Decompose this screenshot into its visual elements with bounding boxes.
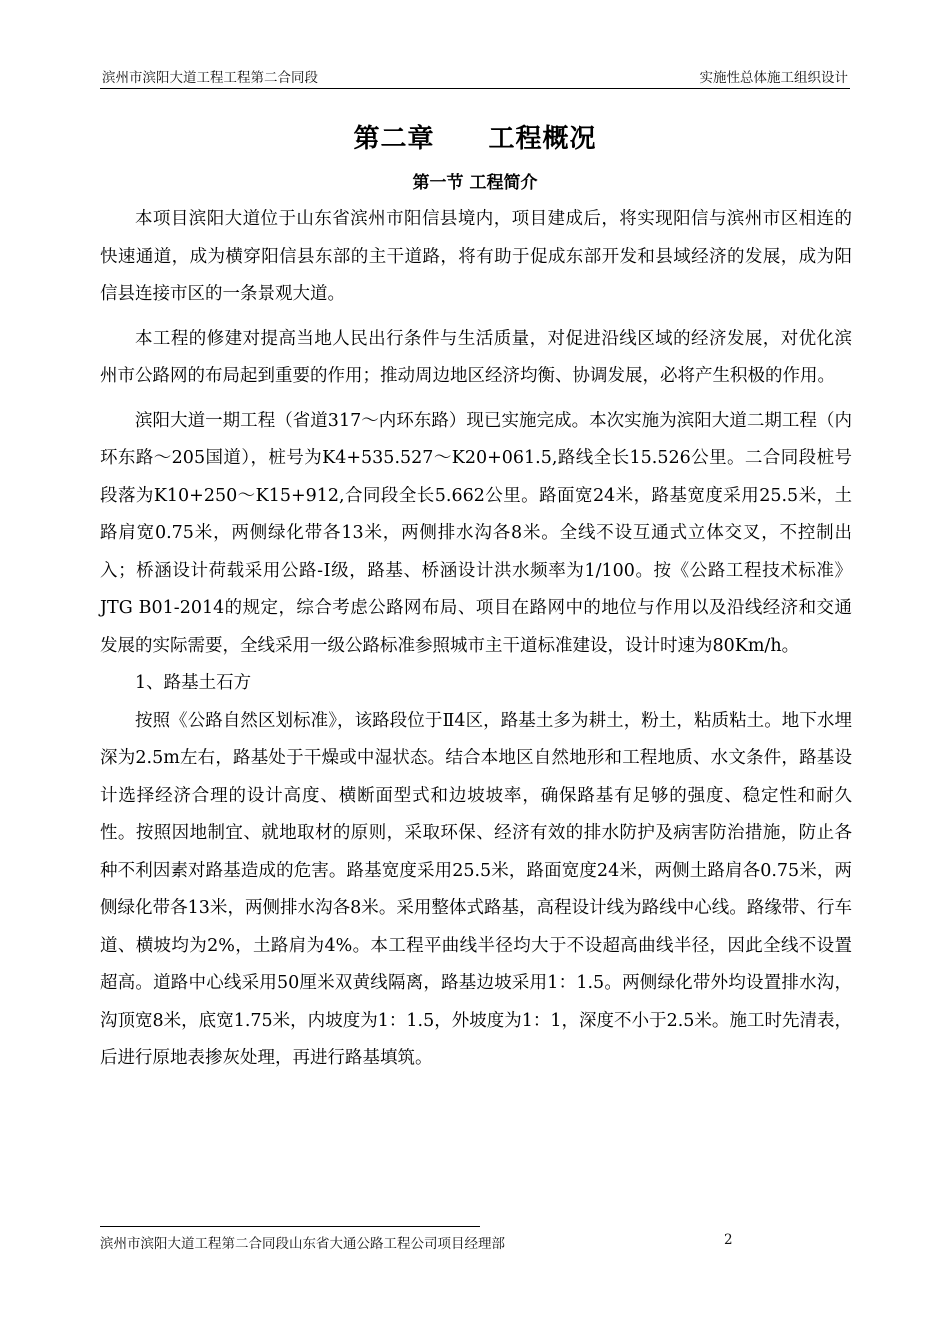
header-project-name: 滨州市滨阳大道工程工程第二合同段 [102,70,318,86]
header-document-title: 实施性总体施工组织设计 [699,70,848,86]
paragraph-significance: 本工程的修建对提高当地人民出行条件与生活质量，对促进沿线区域的经济发展，对优化滨州市公路网的布局起到重要的作用；推动周边地区经济均衡、协调发展，必将产生积极的作用。 [100,328,852,386]
paragraph-intro: 本项目滨阳大道位于山东省滨州市阳信县境内，项目建成后，将实现阳信与滨州市区相连的快速通道，成为横穿阳信县东部的主干道路，将有助于促成东部开发和县域经济的发展，成为阳信县连接市区的一条景观大道。 [100,209,852,304]
footer-organization: 滨州市滨阳大道工程第二合同段山东省大通公路工程公司项目经理部 [100,1236,505,1252]
footer-rule [100,1226,480,1227]
paragraph-subgrade: 按照《公路自然区划标准》，该路段位于Ⅱ4区，路基土多为耕土，粉土，粘质粘土。地下水埋深为2.5m左右，路基处于干燥或中湿状态。结合本地区自然地形和工程地质、水文条件，路基设计选择经济合理的设计高度、横断面型式和边坡坡率，确保路基有足够的强度、稳定性和耐久性。按照因地制宜、就地取材的原则，采取环保、经济有效的排水防护及病害防治措施，防止各种不利因素对路基造成的危害。路基宽度采用25.5米，路面宽度24米，两侧土路肩各0.75米，两侧绿化带各13米，两侧排水沟各8米。采用整体式路基，高程设计线为路线中心线。路缘带、行车道、横坡均为2%，土路肩为4%。本工程平曲线半径均大于不设超高曲线半径，因此全线不设置超高。道路中心线采用50厘米双黄线隔离，路基边坡采用1：1.5。两侧绿化带外均设置排水沟，沟顶宽8米，底宽1.75米，内坡度为1：1.5，外坡度为1：1，深度不小于2.5米。施工时先清表，后进行原地表掺灰处理，再进行路基填筑。 [100,710,852,1068]
page-number: 2 [724,1232,733,1248]
subsection-heading: 1、路基土石方 [135,673,252,693]
section-title: 第一节 工程简介 [412,173,538,193]
chapter-title: 第二章 工程概况 [353,124,597,154]
document-body [100,201,852,1078]
page-header [100,64,850,89]
paragraph-project-scope: 滨阳大道一期工程（省道317～内环东路）现已实施完成。本次实施为滨阳大道二期工程（内环东路～205国道），桩号为K4+535.527～K20+061.5,路线全长15.526公里。二合同段桩号段落为K10+250～K15+912,合同段全长5.662公里。路面宽24米，路基宽度采用25.5米，土路肩宽0.75米，两侧绿化带各13米，两侧排水沟各8米。全线不设互通式立体交叉，不控制出入；桥涵设计荷载采用公路-Ⅰ级，路基、桥涵设计洪水频率为1/100。按《公路工程技术标准》JTG B01-2014的规定，综合考虑公路网布局、项目在路网中的地位与作用以及沿线经济和交通发展的实际需要，全线采用一级公路标准参照城市主干道标准建设，设计时速为80Km/h。 [100,410,852,656]
